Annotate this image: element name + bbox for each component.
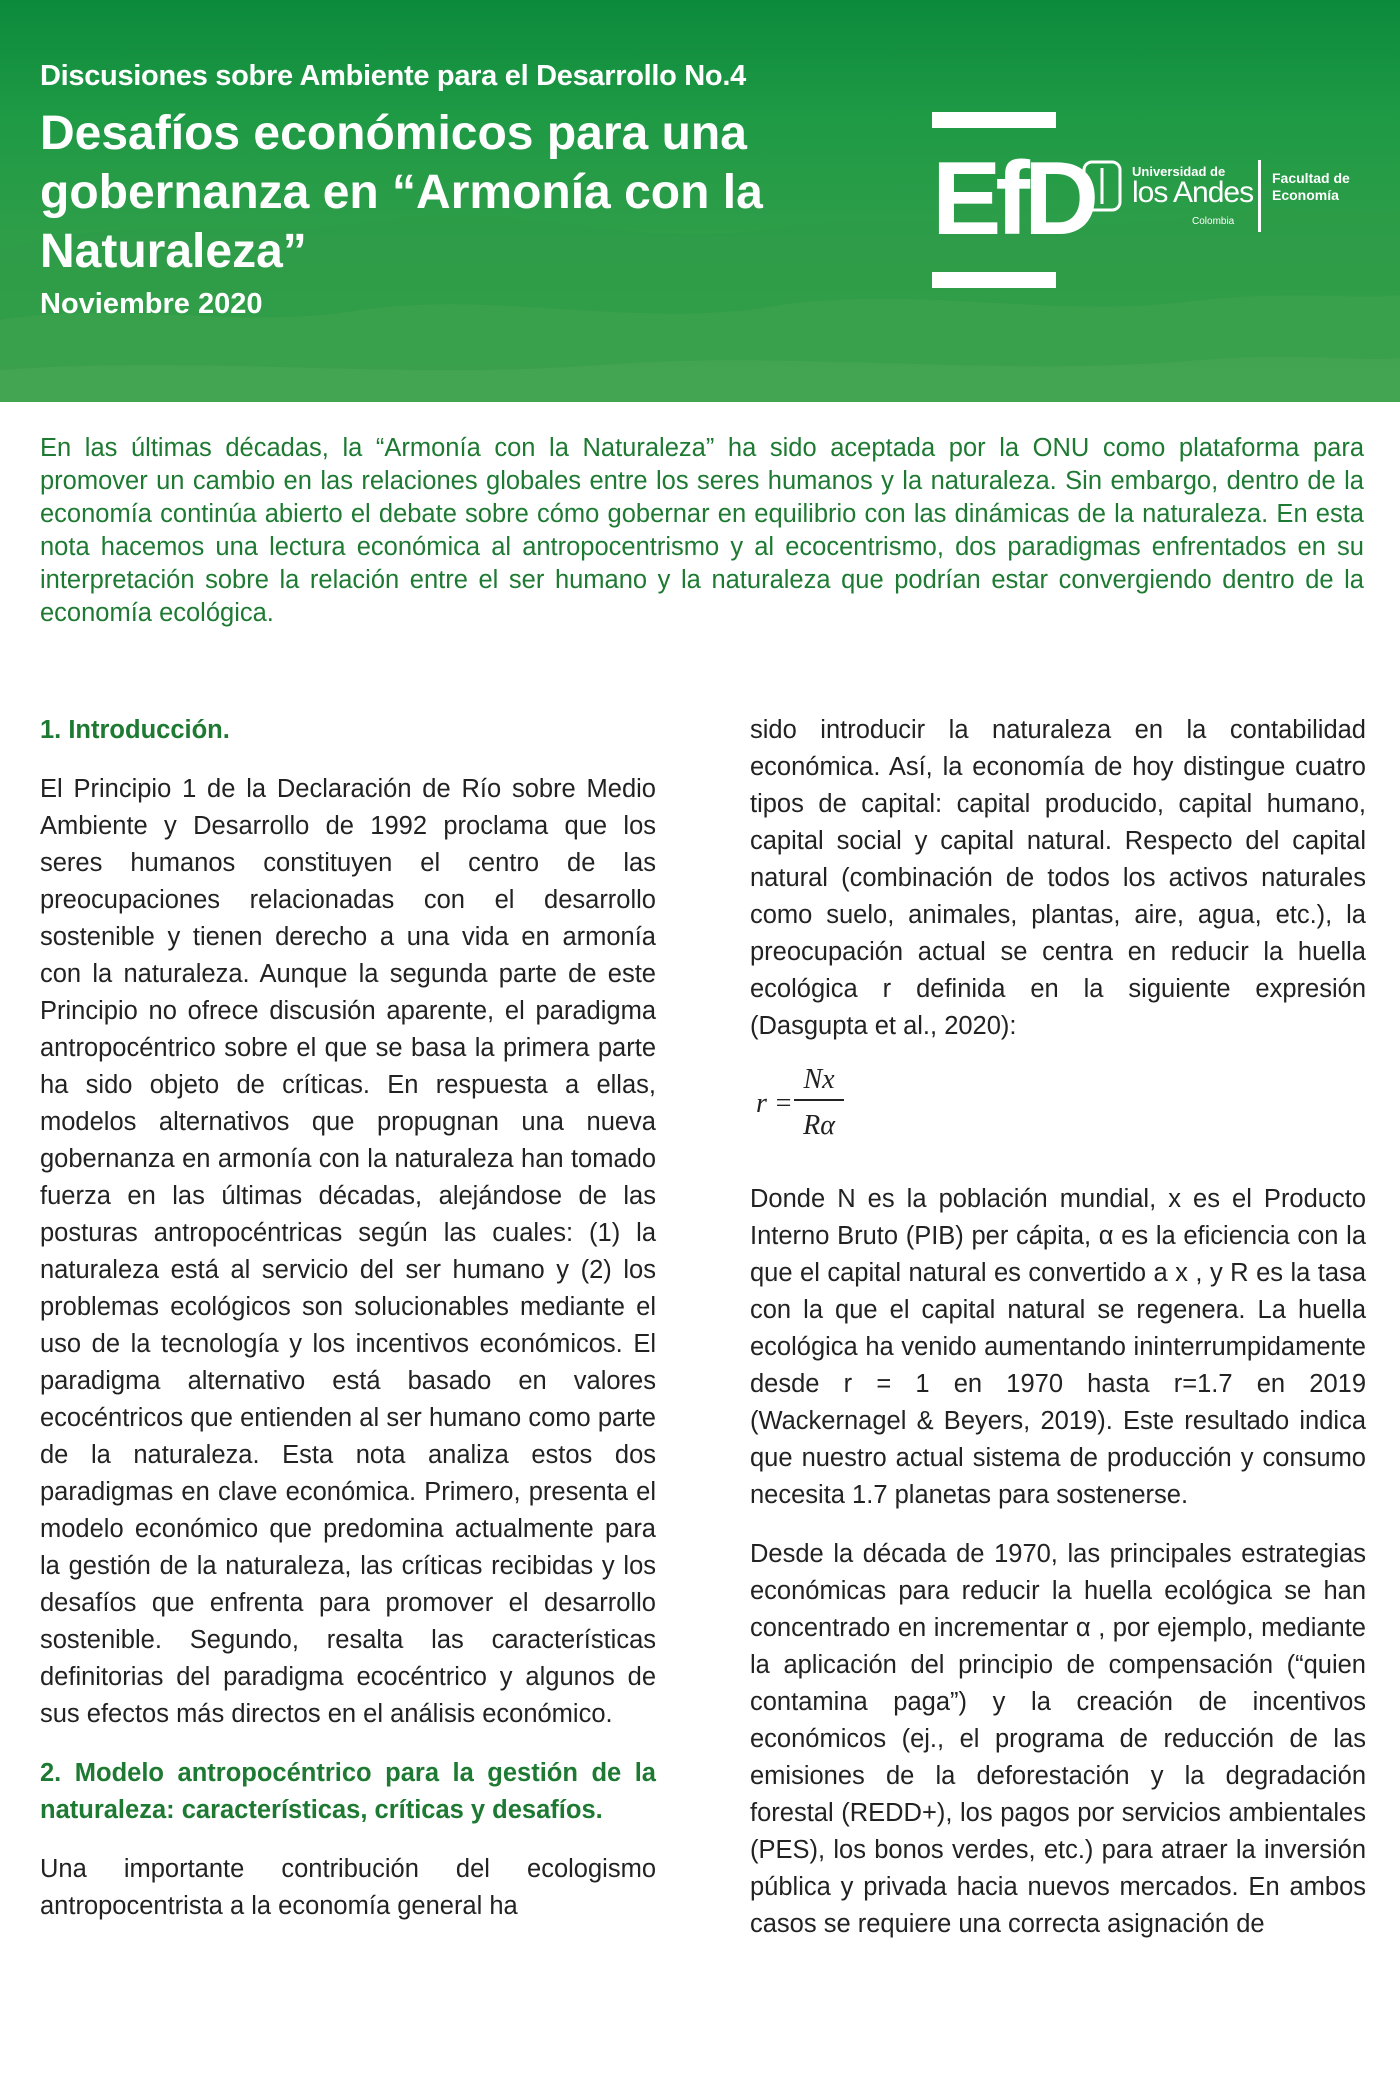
- ecological-footprint-formula: [750, 1055, 1366, 1159]
- university-line1: Universidad de: [1132, 164, 1226, 179]
- left-column: [40, 712, 656, 1925]
- publication-date: Noviembre 2020: [40, 288, 263, 320]
- university-name: los Andes: [1132, 176, 1254, 209]
- formula-lhs: r =: [756, 1088, 793, 1119]
- document-title: Desafíos económicos para una gobernanza en “Armonía con la Naturaleza”: [40, 107, 763, 278]
- header-banner: [0, 0, 1400, 402]
- paragraph: Desde la década de 1970, las principales estrategias económicas para reducir la huella ecológica se han concentrado en incrementar α , por ejemplo, mediante la aplicación del principio de compensación (“quien contamina paga”) y la creación de incentivos económicos (ej., el programa de reducción de las emisiones de la deforestación y la degradación forestal (REDD+), los pagos por servicios ambientales (PES), los bonos verdes, etc.) para atraer la inversión pública y privada hacia nuevos mercados. En ambos casos se requiere una correcta asignación de: [750, 1540, 1366, 1938]
- faculty-name: Facultad de Economía: [1272, 170, 1350, 203]
- fraction-line: [794, 1099, 844, 1101]
- series-title: Discusiones sobre Ambiente para el Desarrollo No.4: [40, 60, 746, 92]
- section-heading-introduction: 1. Introducción.: [40, 716, 230, 744]
- formula-denominator: Rα: [803, 1110, 835, 1141]
- paragraph: sido introducir la naturaleza en la contabilidad económica. Así, la economía de hoy distingue cuatro tipos de capital: capital producido, capital humano, capital social y capital natural. Respecto del capital natural (combinación de todos los activos naturales como suelo, animales, plantas, aire, agua, etc.), la preocupación actual se centra en reducir la huella ecológica r definida en la siguiente expresión (Dasgupta et al., 2020):: [750, 716, 1366, 1040]
- logo-top-bar: [932, 112, 1056, 128]
- formula-numerator: Nx: [803, 1064, 835, 1095]
- paragraph: El Principio 1 de la Declaración de Río sobre Medio Ambiente y Desarrollo de 1992 proclama que los seres humanos constituyen el centro de las preocupaciones relacionadas con el desarrollo sostenible y tienen derecho a una vida en armonía con la naturaleza. Aunque la segunda parte de este Principio no ofrece discusión aparente, el paradigma antropocéntrico sobre el que se basa la primera parte ha sido objeto de críticas. En respuesta a ellas, modelos alternativos que propugnan una nueva gobernanza en armonía con la naturaleza han tomado fuerza en las últimas décadas, alejándose de las posturas antropocéntricas según las cuales: (1) la naturaleza está al servicio del ser humano y (2) los problemas ecológicos son solucionables mediante el uso de la tecnología y los incentivos económicos. El paradigma alternativo está basado en valores ecocéntricos que entienden al ser humano como parte de la naturaleza. Esta nota analiza estos dos paradigmas en clave económica. Primero, presenta el modelo económico que predomina actualmente para la gestión de la naturaleza, las críticas recibidas y los desafíos que enfrenta para promover el desarrollo sostenible. Segundo, resalta las características definitorias del paradigma ecocéntrico y algunos de sus efectos más directos en el análisis económico.: [40, 775, 656, 1728]
- logo-separator: [1258, 160, 1261, 232]
- right-column: [750, 712, 1366, 1943]
- logo-bottom-bar: [932, 272, 1056, 288]
- efd-logo-text: EfD: [932, 141, 1094, 257]
- paragraph: Una importante contribución del ecologismo antropocentrista a la economía general ha: [40, 1855, 656, 1920]
- section-heading-anthropocentric-model: 2. Modelo antropocéntrico para la gestión de la naturaleza: características, críticas y desafíos.: [40, 1759, 656, 1824]
- university-country: Colombia: [1192, 216, 1235, 227]
- paragraph: Donde N es la población mundial, x es el Producto Interno Bruto (PIB) per cápita, α es la eficiencia con la que el capital natural es convertido a x , y R es la tasa con la que el capital natural se regenera. La huella ecológica ha venido aumentando ininterrumpidamente desde r = 1 en 1970 hasta r=1.7 en 2019 (Wackernagel & Beyers, 2019). Este resultado indica que nuestro actual sistema de producción y consumo necesita 1.7 planetas para sostenerse.: [750, 1185, 1366, 1509]
- abstract: En las últimas décadas, la “Armonía con la Naturaleza” ha sido aceptada por la ONU como plataforma para promover un cambio en las relaciones globales entre los seres humanos y la naturaleza. Sin embargo, dentro de la economía continúa abierto el debate sobre cómo gobernar en equilibrio con las dinámicas de la naturaleza. En esta nota hacemos una lectura económica al antropocentrismo y al ecocentrismo, dos paradigmas enfrentados en su interpretación sobre la relación entre el ser humano y la naturaleza que podrían estar convergiendo dentro de la economía ecológica.: [40, 434, 1364, 627]
- efd-logo: [932, 112, 1094, 288]
- university-seal-icon: [1082, 160, 1122, 214]
